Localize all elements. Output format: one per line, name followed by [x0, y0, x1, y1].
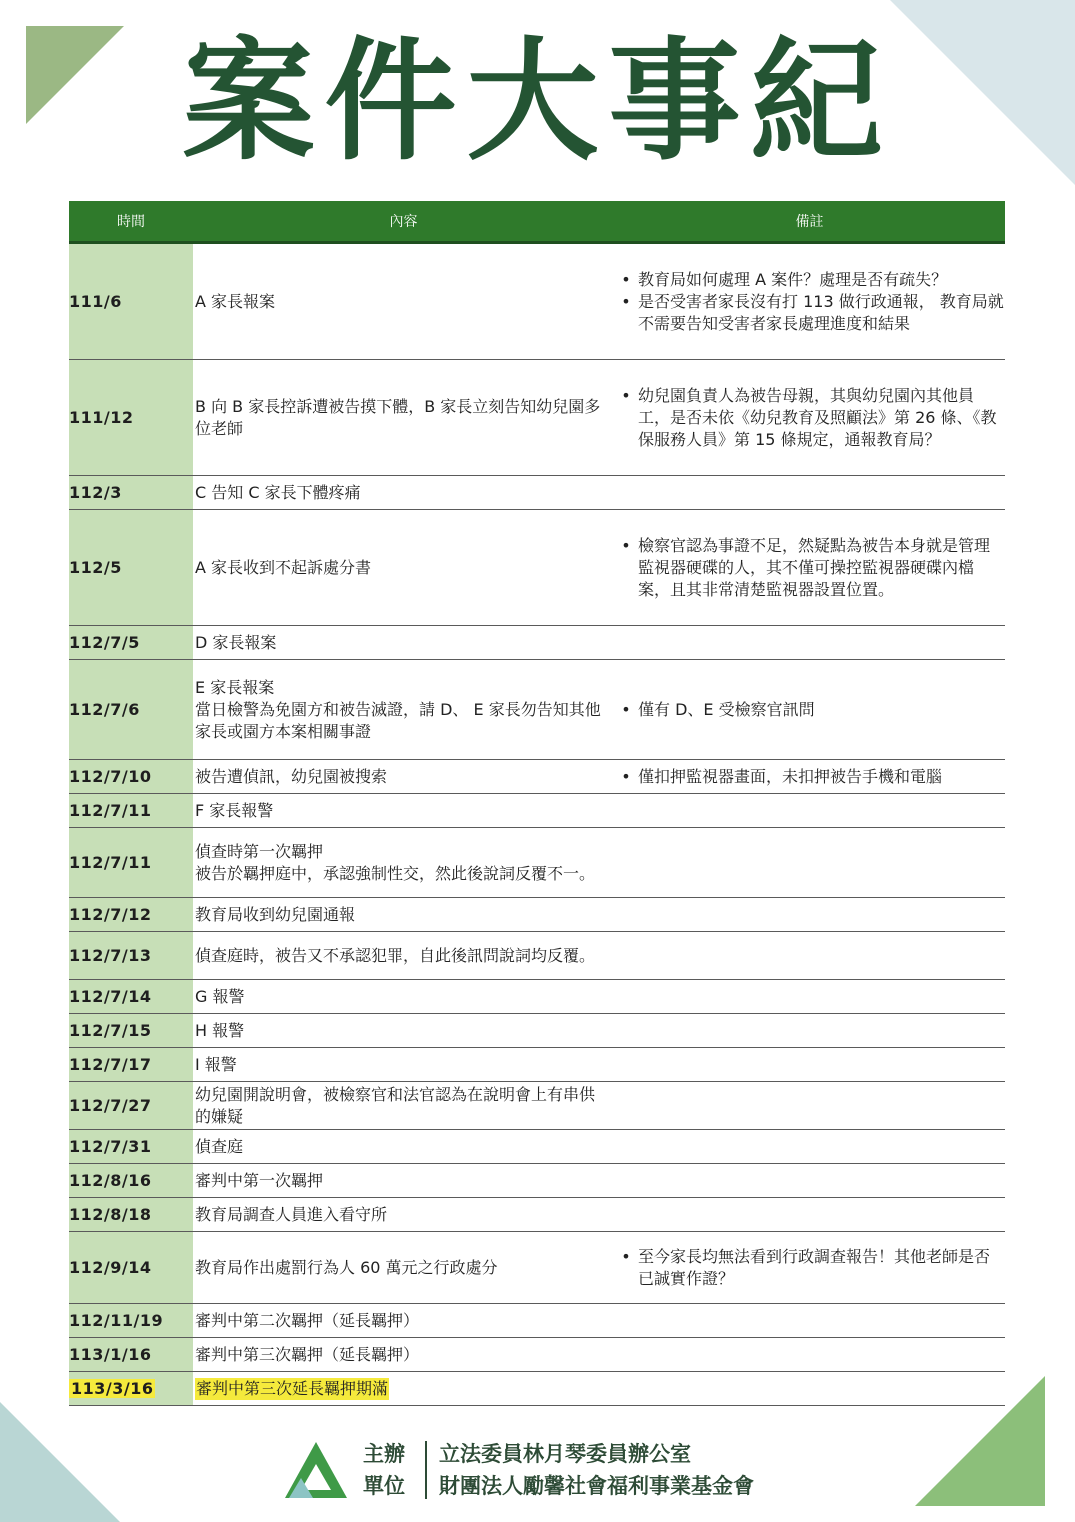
- row-date-text: 113/1/16: [69, 1345, 152, 1364]
- row-date: [69, 1338, 193, 1371]
- row-content-text: 當日檢警為免園方和被告滅證，請 D、 E 家長勿告知其他家長或園方本案相關事證: [195, 699, 601, 741]
- row-content-line: [195, 800, 608, 822]
- row-note: [614, 626, 1005, 659]
- row-content-line: [195, 945, 608, 967]
- row-date-text: 112/7/13: [69, 946, 152, 965]
- row-date-text: 112/7/17: [69, 1055, 152, 1074]
- table-row: [69, 626, 1005, 660]
- note-text: 是否受害者家長沒有打 113 做行政通報， 教育局就不需要告知受害者家長處理進度和結果: [638, 291, 1004, 333]
- table-row: [69, 1048, 1005, 1082]
- row-note: [614, 1014, 1005, 1047]
- note-text: 僅有 D、E 受檢察官訊問: [638, 699, 815, 719]
- row-content: [193, 1232, 614, 1303]
- row-content-line: [195, 1310, 608, 1332]
- row-content-line: [195, 904, 608, 926]
- row-date: [69, 1014, 193, 1047]
- row-content-line: [195, 1136, 608, 1158]
- row-note: [614, 1130, 1005, 1163]
- bullet-dot-icon: •: [621, 535, 631, 555]
- row-date-text: 112/7/15: [69, 1021, 152, 1040]
- table-row: [69, 932, 1005, 980]
- row-content: [193, 932, 614, 979]
- note-bullet: [614, 766, 1005, 788]
- row-note: [614, 760, 1005, 793]
- note-text: 檢察官認為事證不足，然疑點為被告本身就是管理監視器硬碟的人，其不僅可操控監視器硬碟內檔案，且其非常清楚監視器設置位置。: [638, 535, 991, 599]
- row-date: [69, 1232, 193, 1303]
- row-note: [614, 660, 1005, 759]
- row-date: [69, 980, 193, 1013]
- row-content-line: [195, 1084, 608, 1128]
- organizer-label-line2: 單位: [363, 1474, 405, 1498]
- note-bullet: [614, 269, 1005, 291]
- organizer-footer: [283, 1438, 803, 1510]
- row-date: [69, 660, 193, 759]
- row-content: [193, 510, 614, 625]
- organizer-names: [439, 1438, 754, 1502]
- table-row: [69, 828, 1005, 898]
- row-date: [69, 794, 193, 827]
- row-content: [193, 1082, 614, 1129]
- row-content-line: [195, 1344, 608, 1366]
- table-row: [69, 1082, 1005, 1130]
- row-content-line: [195, 863, 608, 885]
- row-content-line: [195, 766, 608, 788]
- row-content-text: F 家長報警: [195, 800, 274, 820]
- table-row: [69, 1198, 1005, 1232]
- row-date-text: 112/7/10: [69, 767, 152, 786]
- bullet-dot-icon: •: [621, 699, 631, 719]
- row-date-text: 112/5: [69, 558, 122, 577]
- row-note: [614, 1082, 1005, 1129]
- bullet-dot-icon: •: [621, 269, 631, 289]
- row-date: [69, 1304, 193, 1337]
- row-date-text: 112/7/5: [69, 633, 140, 652]
- row-date-text: 112/11/19: [69, 1311, 164, 1330]
- row-content-text: C 告知 C 家長下體疼痛: [195, 482, 361, 502]
- header-note: 備註: [795, 214, 824, 230]
- timeline-table: [69, 201, 1005, 1406]
- row-content-line: [195, 1054, 608, 1076]
- row-date-text: 113/3/16: [71, 1379, 154, 1398]
- table-row: [69, 1232, 1005, 1304]
- row-note: [614, 476, 1005, 509]
- row-content-line: [195, 1170, 608, 1192]
- row-content: [193, 626, 614, 659]
- row-date: [69, 1372, 193, 1405]
- table-row: [69, 1372, 1005, 1406]
- row-date: [69, 760, 193, 793]
- header-content: 內容: [389, 214, 418, 230]
- note-bullet: [614, 1246, 1005, 1290]
- row-date-text: 112/8/16: [69, 1171, 152, 1190]
- header-date: 時間: [117, 214, 145, 230]
- table-row: [69, 898, 1005, 932]
- row-note: [614, 1164, 1005, 1197]
- row-date: [69, 1082, 193, 1129]
- table-header: [69, 201, 1005, 244]
- organizer-name-1: 立法委員林月琴委員辦公室: [439, 1442, 691, 1466]
- row-date-text: 112/3: [69, 483, 122, 502]
- row-content-line: [195, 699, 608, 743]
- row-date-text: 111/6: [69, 292, 122, 311]
- organizer-label-line1: 主辦: [363, 1442, 405, 1466]
- row-note: [614, 1048, 1005, 1081]
- row-note: [614, 1198, 1005, 1231]
- row-date: [69, 932, 193, 979]
- row-content-line: [195, 291, 608, 313]
- row-date-text: 112/7/31: [69, 1137, 152, 1156]
- row-content-text: 教育局作出處罰行為人 60 萬元之行政處分: [195, 1257, 498, 1277]
- table-row: [69, 1164, 1005, 1198]
- table-row: [69, 980, 1005, 1014]
- row-note: [614, 244, 1005, 359]
- row-note: [614, 360, 1005, 475]
- row-content-line: [195, 986, 608, 1008]
- row-date: [69, 360, 193, 475]
- row-date-text: 112/7/12: [69, 905, 152, 924]
- row-content: [193, 1164, 614, 1197]
- row-content-line: [195, 396, 608, 440]
- row-content: [193, 360, 614, 475]
- row-content: [193, 760, 614, 793]
- page-title: 案件大事紀: [182, 24, 893, 179]
- table-row: [69, 794, 1005, 828]
- row-content: [193, 1198, 614, 1231]
- row-content-text: 審判中第一次羈押: [195, 1170, 324, 1190]
- note-bullet: [614, 699, 1005, 721]
- row-content-text: 偵查庭時，被告又不承認犯罪，自此後訊問說詞均反覆。: [195, 945, 596, 965]
- row-content: [193, 828, 614, 897]
- table-row: [69, 360, 1005, 476]
- row-date-text: 112/7/11: [69, 853, 152, 872]
- row-content-line: [195, 557, 608, 579]
- note-text: 至今家長均無法看到行政調查報告！其他老師是否已誠實作證？: [638, 1246, 991, 1288]
- row-note: [614, 1338, 1005, 1371]
- row-content-line: [195, 1257, 608, 1279]
- row-date: [69, 1198, 193, 1231]
- table-row: [69, 1014, 1005, 1048]
- bullet-dot-icon: •: [621, 766, 631, 786]
- row-content-line: [195, 1204, 608, 1226]
- row-content-text: 被告於羈押庭中，承認強制性交，然此後說詞反覆不一。: [195, 863, 596, 883]
- footer-divider: [425, 1441, 427, 1499]
- row-content-line: [195, 1020, 608, 1042]
- row-content: [193, 1304, 614, 1337]
- row-date: [69, 626, 193, 659]
- organizer-label: [363, 1438, 405, 1502]
- organizer-name-2: 財團法人勵馨社會福利事業基金會: [439, 1474, 754, 1498]
- row-content-text: 審判中第三次羈押（延長羈押）: [195, 1344, 420, 1364]
- row-content-text: 偵查庭: [195, 1136, 244, 1156]
- row-content: [193, 660, 614, 759]
- table-row: [69, 760, 1005, 794]
- row-date: [69, 510, 193, 625]
- row-date: [69, 1048, 193, 1081]
- row-content-line: [195, 677, 608, 699]
- note-bullet: [614, 535, 1005, 601]
- row-content: [193, 794, 614, 827]
- row-date-text: 112/7/27: [69, 1096, 152, 1115]
- row-note: [614, 932, 1005, 979]
- table-row: [69, 660, 1005, 760]
- row-content-text: E 家長報案: [195, 677, 275, 697]
- bullet-dot-icon: •: [621, 291, 631, 311]
- row-note: [614, 898, 1005, 931]
- row-content: [193, 898, 614, 931]
- row-content: [193, 244, 614, 359]
- row-content-text: 教育局收到幼兒園通報: [195, 904, 356, 924]
- table-row: [69, 1130, 1005, 1164]
- row-date-text: 112/8/18: [69, 1205, 152, 1224]
- bullet-dot-icon: •: [621, 1246, 631, 1266]
- row-note: [614, 510, 1005, 625]
- row-date-text: 112/7/11: [69, 801, 152, 820]
- row-content-text: D 家長報案: [195, 632, 277, 652]
- row-date-text: 112/7/6: [69, 700, 140, 719]
- row-content-text: H 報警: [195, 1020, 245, 1040]
- row-date-text: 112/7/14: [69, 987, 152, 1006]
- row-content-text: A 家長收到不起訴處分書: [195, 557, 372, 577]
- row-note: [614, 828, 1005, 897]
- row-content-text: G 報警: [195, 986, 245, 1006]
- row-content-text: 偵查時第一次羈押: [195, 841, 324, 861]
- row-content-line: [195, 841, 608, 863]
- row-content-line: [195, 482, 608, 504]
- row-date: [69, 898, 193, 931]
- row-note: [614, 1372, 1005, 1405]
- note-text: 教育局如何處理 A 案件？處理是否有疏失？: [638, 269, 948, 289]
- row-note: [614, 1232, 1005, 1303]
- row-content-text: I 報警: [195, 1054, 237, 1074]
- row-note: [614, 980, 1005, 1013]
- row-content-line: [195, 632, 608, 654]
- row-content-text: 被告遭偵訊，幼兒園被搜索: [195, 766, 388, 786]
- corner-decoration-bottom-left: [0, 1402, 120, 1522]
- row-content-text: 審判中第二次羈押（延長羈押）: [195, 1310, 420, 1330]
- row-content-text: B 向 B 家長控訴遭被告摸下體，B 家長立刻告知幼兒園多位老師: [195, 396, 601, 438]
- table-row: [69, 510, 1005, 626]
- row-date-text: 112/9/14: [69, 1258, 152, 1277]
- note-bullet: [614, 291, 1005, 335]
- note-bullet: [614, 385, 1005, 451]
- row-content: [193, 1130, 614, 1163]
- row-content-text: A 家長報案: [195, 291, 276, 311]
- row-date: [69, 476, 193, 509]
- table-row: [69, 244, 1005, 360]
- table-body: [69, 244, 1005, 1406]
- row-content-text: 幼兒園開說明會，被檢察官和法官認為在說明會上有串供的嫌疑: [195, 1084, 596, 1126]
- row-content: [193, 1338, 614, 1371]
- row-content: [193, 476, 614, 509]
- row-content: [193, 1048, 614, 1081]
- row-content: [193, 1372, 614, 1405]
- row-content-text: 審判中第三次延長羈押期滿: [196, 1378, 389, 1398]
- row-note: [614, 794, 1005, 827]
- row-note: [614, 1304, 1005, 1337]
- row-date: [69, 828, 193, 897]
- note-text: 幼兒園負責人為被告母親，其與幼兒園內其他員工，是否未依《幼兒教育及照顧法》第 26 條、《教保服務人員》第 15 條規定，通報教育局？: [638, 385, 997, 449]
- row-content: [193, 980, 614, 1013]
- table-row: [69, 1304, 1005, 1338]
- row-content: [193, 1014, 614, 1047]
- table-row: [69, 1338, 1005, 1372]
- row-date: [69, 1130, 193, 1163]
- row-content-line: [195, 1378, 608, 1400]
- bullet-dot-icon: •: [621, 385, 631, 405]
- row-date: [69, 244, 193, 359]
- row-content-text: 教育局調查人員進入看守所: [195, 1204, 388, 1224]
- note-text: 僅扣押監視器畫面，未扣押被告手機和電腦: [638, 766, 943, 786]
- row-date: [69, 1164, 193, 1197]
- table-row: [69, 476, 1005, 510]
- organization-logo-icon: [283, 1440, 349, 1500]
- row-date-text: 111/12: [69, 408, 134, 427]
